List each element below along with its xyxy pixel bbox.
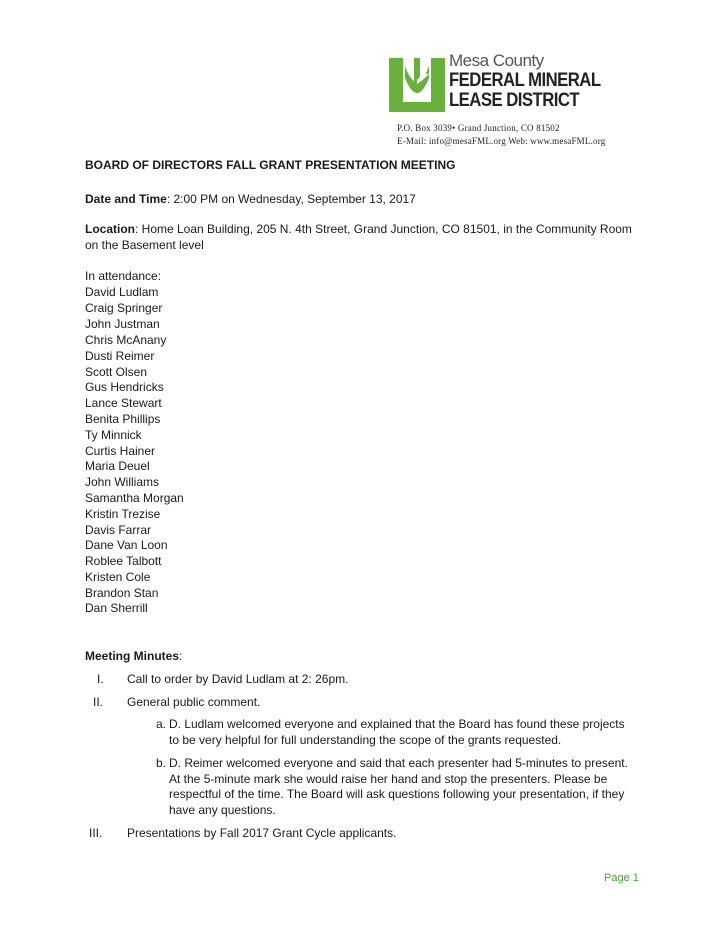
- subitem-text: D. Ludlam welcomed everyone and explained that the Board has found these projects: [169, 717, 625, 731]
- minutes-heading: [85, 648, 182, 664]
- logo-line-1: Mesa County: [449, 51, 544, 70]
- attendee: Dane Van Loon: [85, 538, 168, 552]
- attendee: Kristen Cole: [85, 570, 151, 584]
- attendee: Brandon Stan: [85, 586, 159, 600]
- subitem-text: D. Reimer welcomed everyone and said that each presenter had 5-minutes to present.: [169, 756, 628, 770]
- attendee: Roblee Talbott: [85, 554, 162, 568]
- subitem-text: respectful of the time. The Board will ask questions following your presentation, if they: [169, 787, 625, 801]
- page-number: Page 1: [604, 872, 639, 884]
- subitem-letter: a.: [156, 717, 167, 731]
- logo-line-3: LEASE DISTRICT: [449, 90, 580, 111]
- attendee: Dusti Reimer: [85, 349, 155, 363]
- location-line-2: on the Basement level: [85, 238, 204, 252]
- item-text: General public comment.: [127, 695, 261, 709]
- mineral-logo-icon: [389, 58, 445, 114]
- attendee: Chris McAnany: [85, 333, 167, 347]
- subitem-letter: b.: [156, 756, 167, 770]
- email-web-line: E-Mail: info@mesaFML.org Web: www.mesaFML.org: [397, 136, 606, 146]
- attendee: Ty Minnick: [85, 428, 142, 442]
- attendee: Davis Farrar: [85, 523, 152, 537]
- subitem-text: have any questions.: [169, 803, 276, 817]
- date-value: : 2:00 PM on Wednesday, September 13, 2017: [166, 192, 416, 206]
- attendee: John Williams: [85, 475, 160, 489]
- minutes-label: Meeting Minutes: [85, 649, 180, 663]
- attendee: Kristin Trezise: [85, 507, 161, 521]
- subitem-text: to be very helpful for full understanding the scope of the grants requested.: [169, 733, 562, 747]
- item-text: Presentations by Fall 2017 Grant Cycle applicants.: [127, 826, 397, 840]
- attendee: Curtis Hainer: [85, 444, 156, 458]
- subitem-text: At the 5-minute mark she would raise her hand and stop the presenters. Please be: [169, 772, 608, 786]
- item-number: I.: [97, 672, 104, 686]
- item-number: II.: [93, 695, 104, 709]
- attendee: Dan Sherrill: [85, 601, 148, 615]
- postal-address: P.O. Box 3039• Grand Junction, CO 81502: [397, 123, 560, 133]
- attendee: Scott Olsen: [85, 365, 148, 379]
- date-time-line: [85, 191, 416, 207]
- date-label: Date and Time: [85, 192, 167, 206]
- district-logo: [389, 52, 629, 114]
- attendee: John Justman: [85, 317, 160, 331]
- attendee: Gus Hendricks: [85, 380, 164, 394]
- attendee: Maria Deuel: [85, 459, 150, 473]
- doc-title: BOARD OF DIRECTORS FALL GRANT PRESENTATION MEETING: [85, 158, 456, 172]
- location-value: : Home Loan Building, 205 N. 4th Street, Grand Junction, CO 81501, in the Community Room: [135, 222, 632, 236]
- location-label: Location: [85, 222, 135, 236]
- attendee: Benita Phillips: [85, 412, 161, 426]
- attendee: Lance Stewart: [85, 396, 162, 410]
- item-text: Call to order by David Ludlam at 2: 26pm.: [127, 672, 349, 686]
- attendee: Craig Springer: [85, 301, 163, 315]
- attendee: David Ludlam: [85, 285, 159, 299]
- attendance-label: In attendance:: [85, 269, 162, 283]
- logo-line-2: FEDERAL MINERAL: [449, 70, 601, 91]
- minutes-colon: :: [179, 649, 183, 663]
- item-number: III.: [89, 826, 103, 840]
- location-line: [85, 221, 632, 237]
- attendee: Samantha Morgan: [85, 491, 184, 505]
